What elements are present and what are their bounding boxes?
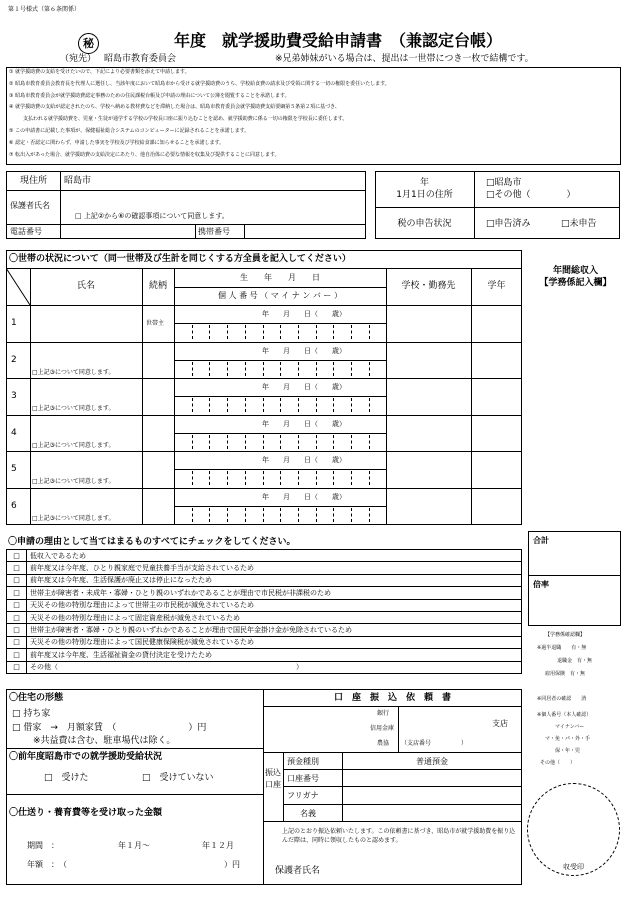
member-consent-check[interactable]: □上記③について同意します。 — [32, 368, 115, 376]
consent-item: ③ 昭島市教育委員会が就学援助費認定事務のための住民課税台帳及び申請の理由について公簿を閲覧することを承諾します。 — [9, 92, 290, 99]
school-field[interactable] — [388, 417, 469, 449]
relation-field[interactable] — [144, 380, 172, 410]
reason-label: 世帯主が障害者・未成年・寡婦・ひとり親のいずれかであることが理由で市民税が非課税のため — [27, 587, 522, 599]
ratio-label: 倍率 — [533, 580, 549, 589]
reason-checkbox[interactable]: □ — [7, 624, 27, 636]
jan1-year-label: 年 — [419, 178, 429, 188]
reason-checkbox[interactable]: □ — [7, 611, 27, 623]
deposit-type-label: 預金種別 — [287, 757, 319, 766]
branch-number[interactable]: （支店番号 ） — [401, 740, 468, 747]
address-label: 現住所 — [20, 176, 48, 186]
consent-item: ⑦ 転出入があった場合、就学援助費の支給決定にあたり、他自治体に必要な情報を収集及び提供することに同意します。 — [9, 151, 280, 158]
housing-note: ※共益費は含む、駐車場代は除く。 — [33, 736, 176, 746]
bank-type-shinkin: 信用金庫 — [370, 725, 395, 732]
consent-item: 支払われる就学援助費を、児童・生徒が通学する学校の学校長口座に振り込むことを認め、就学援助費に係る一切の権限を学校長に委任します。 — [23, 116, 348, 123]
member-consent-check[interactable]: □上記③について同意します。 — [32, 515, 115, 522]
support-period-to: 年１２月 — [202, 841, 234, 850]
secret-mark: 秘 — [78, 33, 99, 54]
birth-date[interactable]: 年 月 日（ 歳） — [262, 310, 346, 318]
birth-date[interactable]: 年 月 日（ 歳） — [262, 383, 346, 392]
member-consent-check[interactable]: □上記③について同意します。 — [32, 478, 115, 486]
relation-field[interactable] — [144, 453, 172, 483]
col-school: 学校・勤務先 — [401, 281, 456, 291]
consent-item: ② 昭島市教育委員会教育長を代理人に選任し、当該年度において昭島市から受ける就学援助費のうち、学校給食費の請求及び受領に関する一切の権限を委任いたします。 — [9, 80, 390, 87]
sibling-note: ※兄弟姉妹がいる場合は、提出は一世帯につき一枚で結構です。 — [275, 54, 534, 64]
confirm-line: ※個人番号（本人確認） — [537, 712, 592, 718]
support-period-from: 年１月～ — [118, 841, 150, 850]
school-field[interactable] — [388, 380, 469, 412]
deposit-type-value: 普通預金 — [416, 757, 448, 766]
row-number: 3 — [11, 391, 17, 402]
row-number: 4 — [11, 427, 17, 438]
branch-name-field[interactable] — [402, 709, 482, 737]
housing-rented-check[interactable]: □ 借家 → 月額家賃 （ ）円 — [12, 723, 207, 733]
total-label: 合計 — [533, 536, 549, 545]
member-name-field[interactable] — [32, 344, 140, 364]
confirm-line: 退職金 有・無 — [557, 658, 593, 664]
member-name-field[interactable] — [32, 453, 140, 473]
row-number: 5 — [11, 464, 17, 475]
member-consent-check[interactable]: □上記③について同意します。 — [32, 441, 115, 449]
reason-row — [7, 574, 522, 586]
bank-guardian-label: 保護者氏名 — [275, 866, 321, 876]
member-name-field[interactable] — [32, 380, 140, 400]
relation-field[interactable] — [144, 417, 172, 447]
reason-row — [7, 599, 522, 611]
grade-field[interactable] — [473, 490, 520, 522]
reason-label: 世帯主が障害者・寡婦・ひとり親のいずれかであることが理由で国民年金掛け金が免除されているため — [27, 624, 522, 636]
school-field[interactable] — [388, 490, 469, 522]
school-field[interactable] — [388, 307, 469, 339]
confirm-title: 【学務係確認欄】 — [545, 632, 586, 638]
bank-type-bank: 銀行 — [377, 710, 390, 717]
reasons-heading: 〇申請の理由として当てはまるものすべてにチェックをしてください。 — [8, 537, 296, 547]
support-amount-label: 年額 ： （ — [27, 860, 67, 869]
phone-label: 電話番号 — [10, 227, 42, 236]
reason-row — [7, 562, 522, 574]
prev-heading: 〇前年度昭島市での就学援助受給状況 — [9, 752, 163, 762]
tax-unfiled-check[interactable]: □未申告 — [561, 219, 597, 229]
grade-field[interactable] — [473, 417, 520, 449]
support-amount-field[interactable] — [90, 857, 220, 871]
address-field[interactable]: 昭島市 — [64, 176, 92, 186]
account-number-label: 口座番号 — [287, 774, 319, 783]
reason-label: 天災その他の特別な理由によって固定資産税が減免されているため — [27, 611, 522, 623]
bank-guardian-field[interactable] — [335, 863, 517, 879]
branch-label: 支店 — [492, 719, 508, 728]
guardian-name-field[interactable] — [64, 193, 362, 207]
prev-not-received-check[interactable]: □ 受けていない — [142, 773, 214, 783]
reason-checkbox[interactable]: □ — [7, 649, 27, 661]
housing-owned-check[interactable]: □ 持ち家 — [12, 709, 51, 719]
header-diagonal — [6, 268, 30, 305]
reason-row — [7, 550, 522, 562]
support-heading: 〇仕送り・養育費等を受け取った金額 — [9, 808, 163, 818]
confirm-line: その他（ ） — [540, 760, 576, 766]
support-amount-unit: ）円 — [224, 860, 240, 869]
account-holder-label: 名義 — [300, 809, 316, 818]
income-title: 年間総収入 — [552, 266, 598, 276]
reason-label: 前年度又は今年度、生活保護が廃止又は停止になったため — [27, 574, 522, 586]
birth-date[interactable]: 年 月 日（ 歳） — [262, 456, 346, 465]
reason-row — [7, 649, 522, 661]
reason-row — [7, 636, 522, 648]
reason-checkbox[interactable]: □ — [7, 550, 27, 562]
support-period-label: 期間 ： — [27, 841, 59, 850]
reason-label: 天災その他の特別な理由によって世帯主の市民税が減免されているため — [27, 599, 522, 611]
row-number: 6 — [11, 501, 17, 511]
reason-checkbox[interactable]: □ — [7, 574, 27, 586]
col-mynumber: 個 人 番 号 （ マ イ ナ ン バ ー ） — [218, 291, 342, 300]
reason-checkbox[interactable]: □ — [7, 599, 27, 611]
confirm-line: マ・免・パ・外・手 — [545, 736, 591, 742]
reason-label: その他（ ） — [27, 661, 522, 673]
school-field[interactable] — [388, 344, 469, 376]
transfer-account-label: 振込口座 — [265, 768, 281, 789]
col-relation: 続柄 — [148, 281, 167, 291]
grade-field[interactable] — [473, 307, 520, 339]
reason-checkbox[interactable]: □ — [7, 661, 27, 673]
confirm-line: 雇用保険 有・無 — [545, 671, 586, 677]
reason-label: 天災その他の特別な理由によって国民健康保険税が減免されているため — [27, 636, 522, 648]
mobile-field[interactable] — [246, 225, 364, 238]
grade-field[interactable] — [473, 380, 520, 412]
prev-received-check[interactable]: □ 受けた — [44, 773, 89, 783]
tax-status-label: 税の申告状況 — [397, 219, 452, 229]
reason-checkbox[interactable]: □ — [7, 587, 27, 599]
member-name-field[interactable] — [32, 307, 140, 327]
household-heading: 〇世帯の状況について（同一世帯及び生計を同じくする方全員を記入してください） — [9, 254, 351, 264]
bank-type-nokyo: 農協 — [377, 740, 390, 747]
mobile-label: 携帯番号 — [198, 227, 230, 236]
jan1-other-check[interactable]: □その他（ ） — [486, 190, 576, 200]
confirm-line: 保・年・児 — [555, 748, 581, 754]
reason-row — [7, 611, 522, 623]
housing-heading: 〇住宅の形態 — [9, 693, 64, 703]
member-consent-check[interactable]: □上記③について同意します。 — [32, 405, 115, 413]
account-number-field[interactable] — [344, 771, 520, 785]
relation-head: 世帯主 — [146, 320, 165, 327]
member-name-field[interactable] — [32, 490, 140, 510]
consent-item: ④ 就学援助費の支給が認定されたのち、学校へ納める教材費などを滞納した場合は、昭島市教育委員会就学援助費支給要綱第５条第２項に基づき、 — [9, 104, 340, 111]
furigana-field[interactable] — [344, 788, 520, 802]
birth-date[interactable]: 年 月 日（ 歳） — [262, 493, 346, 501]
col-birth: 生 年 月 日 — [240, 273, 320, 282]
row-number: 2 — [11, 354, 17, 365]
bank-note: 上記のとおり振込依頼いたします。この依頼書に基づき、昭島市が就学援助費を振り込んだ際は、同時に領収したものと認めます。 — [282, 828, 516, 844]
reason-label: 前年度又は今年度、ひとり親家庭で児童扶養手当が支給されているため — [27, 562, 522, 574]
consent-item: ⑤ この申請書に記載した事項が、保健福祉総合システムのコンピューターに記録されることを承諾します。 — [9, 127, 250, 134]
birth-date[interactable]: 年 月 日（ 歳） — [262, 346, 346, 355]
consent-checkbox[interactable]: □ 上記②から⑥の確認事項について同意します。 — [75, 212, 229, 220]
grade-field[interactable] — [473, 344, 520, 376]
col-grade: 学年 — [487, 281, 506, 291]
reason-label: 低収入であるため — [27, 550, 522, 562]
col-name: 氏名 — [76, 281, 95, 291]
reasons-table — [6, 549, 522, 674]
phone-field[interactable] — [62, 225, 194, 238]
reason-label: 前年度又は今年度、生活福祉資金の貸付決定を受けたため — [27, 649, 522, 661]
relation-field[interactable] — [144, 344, 172, 374]
form-label: 第１号様式（第６条関係） — [8, 6, 81, 13]
confirm-line: ※過半退職 有・無 — [537, 645, 587, 651]
consent-item: ⑥ 認定・否認定に関わらず、申請した事実を学校及び学校給食課に知らせることを承諾します。 — [9, 139, 225, 146]
reception-stamp-label: 収受印 — [563, 863, 584, 871]
account-holder-field[interactable] — [344, 806, 520, 820]
addressee-prefix: （宛先） — [60, 54, 97, 64]
row-number: 1 — [11, 318, 17, 328]
income-subtitle: 【学務係記入欄】 — [539, 278, 612, 288]
school-field[interactable] — [388, 453, 469, 485]
page-title: 年度 就学援助費受給申請書 （兼認定台帳） — [174, 31, 503, 50]
jan1-akishima-check[interactable]: □昭島市 — [486, 178, 522, 188]
guardian-name-label: 保護者氏名 — [10, 201, 50, 210]
reason-checkbox[interactable]: □ — [7, 562, 27, 574]
reason-row — [7, 587, 522, 599]
grade-field[interactable] — [473, 453, 520, 485]
reason-row — [7, 624, 522, 636]
confirm-line: ※同居者の確認 済 — [537, 696, 587, 702]
bank-heading: 口 座 振 込 依 頼 書 — [333, 693, 451, 703]
reason-row — [7, 661, 522, 673]
consent-item: ① 就学援助費の支給を受けたいので、下記により必要書類を添えて申請します。 — [9, 69, 190, 75]
confirm-line: マイナンバー — [555, 724, 585, 730]
birth-date[interactable]: 年 月 日（ 歳） — [262, 419, 346, 428]
member-name-field[interactable] — [32, 417, 140, 437]
tax-filed-check[interactable]: □申告済み — [486, 219, 531, 229]
jan1-address-label: 1月1日の住所 — [396, 190, 453, 200]
reason-checkbox[interactable]: □ — [7, 636, 27, 648]
consent-list — [9, 69, 619, 163]
addressee: 昭島市教育委員会 — [104, 54, 177, 64]
relation-field[interactable] — [144, 490, 172, 520]
furigana-label: フリガナ — [287, 791, 319, 800]
